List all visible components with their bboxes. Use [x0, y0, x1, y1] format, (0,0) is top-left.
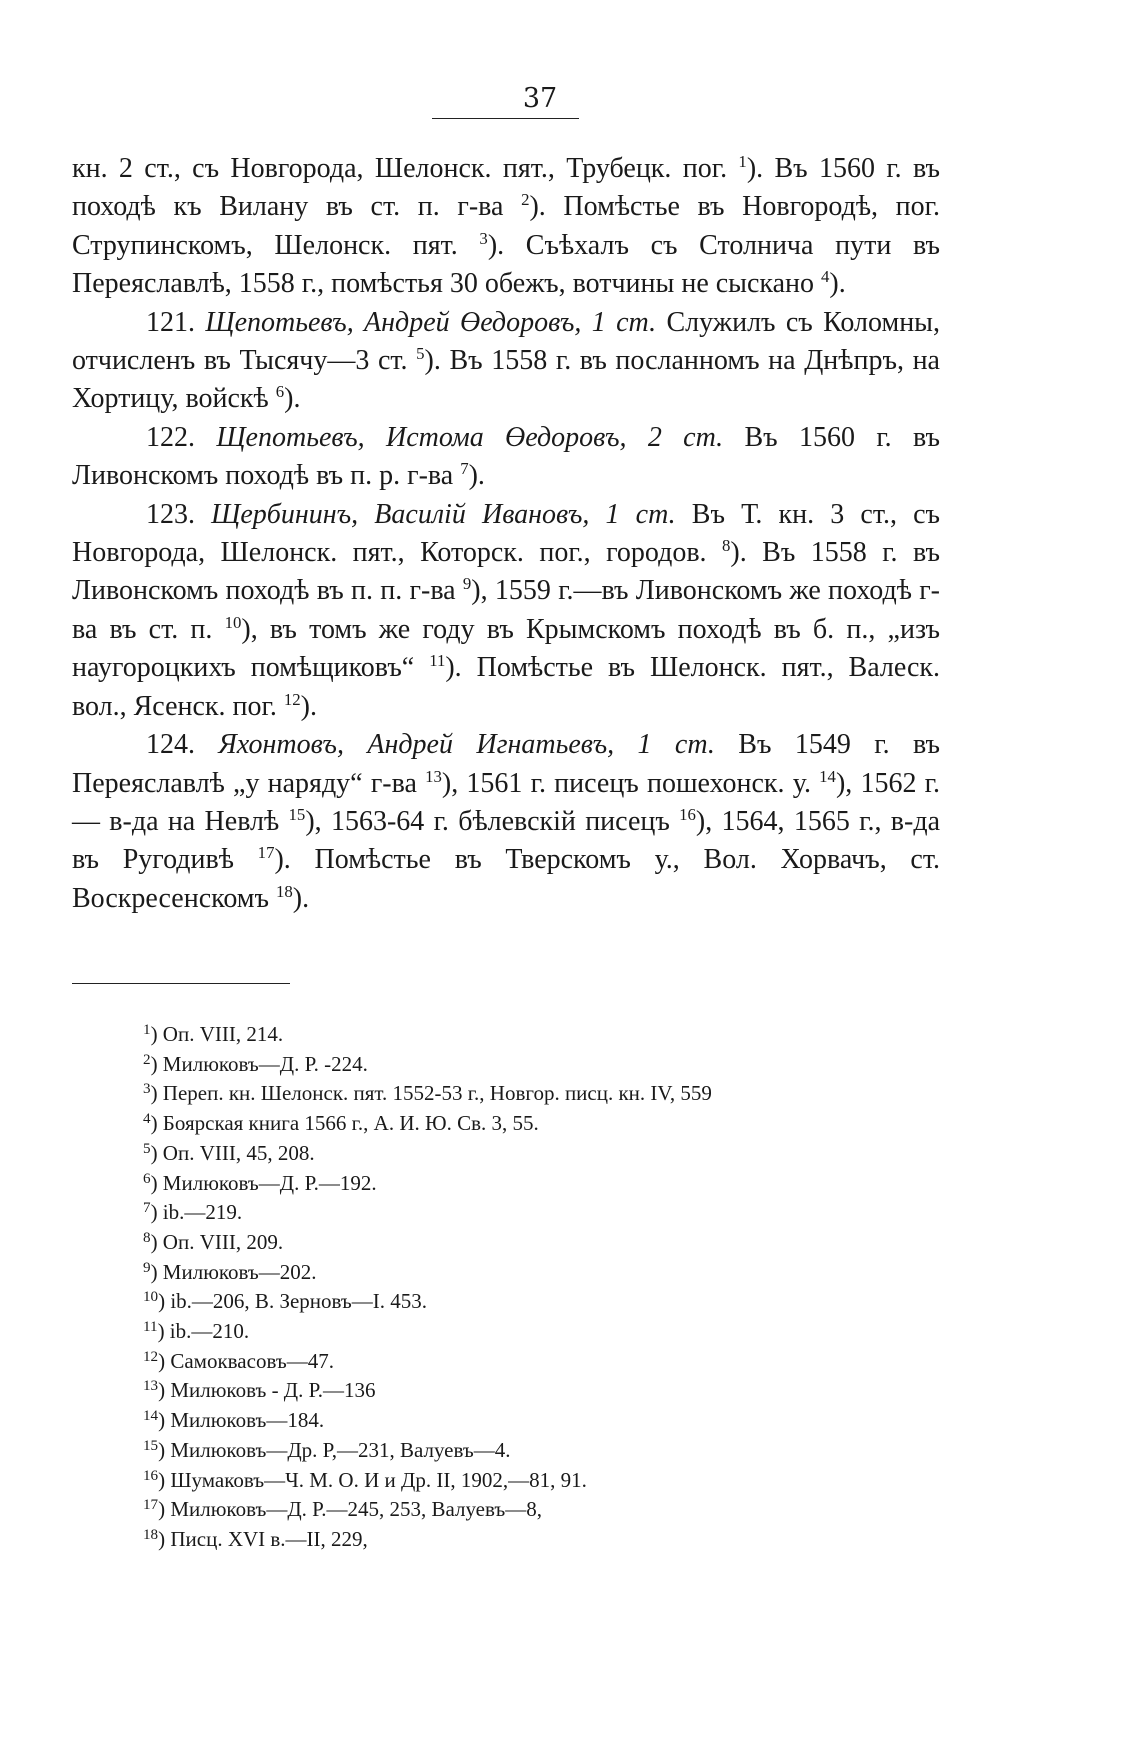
entry-number: 122. [146, 421, 217, 453]
footnote-ref: 6 [275, 382, 285, 402]
footnote-ref: 15 [288, 804, 306, 824]
footnote-ref: 7 [460, 459, 469, 479]
entry-number: 124. [146, 729, 219, 761]
footnote-item [143, 1020, 963, 1050]
footnote-item [143, 1376, 963, 1406]
footnote-item [143, 1347, 963, 1377]
entry-number: 123. [146, 498, 212, 530]
page-number-rule [432, 118, 579, 119]
footnote-number: 16 [143, 1467, 159, 1484]
footnote-text: ) Милюковъ—184. [158, 1408, 325, 1433]
entry-name: Щепотьевъ, Истома Өедоровъ, 2 ст. [216, 421, 724, 453]
footnote-ref: 9 [462, 574, 472, 594]
footnote-item [143, 1287, 963, 1317]
paragraph-entry-121: 121. Щепотьевъ, Андрей Өедоровъ, 1 ст. Служилъ съ Коломны, отчисленъ въ Тысячу—3 ст. $^5$). Въ 1558 г. въ посланномъ на Днѣпръ, на Хортицу, войскѣ $^6$). [72, 306, 940, 415]
paragraph-entry-122: 122. Щепотьевъ, Истома Өедоровъ, 2 ст. Въ 1560 г. въ Ливонскомъ походѣ въ п. р. г-ва $^7$). [72, 421, 941, 492]
footnote-ref: 4 [821, 267, 830, 287]
footnote-number: 12 [143, 1348, 159, 1365]
footnote-ref: 10 [224, 612, 242, 632]
footnote-text: ) Милюковъ—Д. Р.—192. [150, 1170, 377, 1195]
footnote-item [143, 1198, 963, 1228]
footnote-item [143, 1317, 963, 1347]
footnote-ref: 2 [521, 190, 530, 210]
footnote-item [143, 1169, 963, 1199]
footnote-item [143, 1495, 963, 1525]
footnote-item [143, 1228, 963, 1258]
footnote-ref: 1 [738, 151, 747, 171]
entry-number: 121. [146, 306, 206, 338]
footnote-ref: 18 [275, 881, 293, 901]
footnote-number: 3 [143, 1081, 151, 1098]
footnote-number: 10 [143, 1289, 159, 1306]
footnote-text: ) ib.—210. [157, 1319, 250, 1344]
footnote-number: 2 [143, 1051, 151, 1068]
footnote-list [143, 1020, 963, 1555]
footnote-item [143, 1466, 963, 1496]
footnote-ref: 11 [429, 651, 446, 671]
footnote-number: 13 [143, 1378, 159, 1395]
footnote-number: 17 [143, 1497, 159, 1514]
entry-name: Яхонтовъ, Андрей Игнатьевъ, 1 ст. [218, 729, 715, 761]
page-number: 37 [522, 83, 558, 114]
footnote-number: 8 [143, 1230, 151, 1247]
paragraph-entry-123: 123. Щербининъ, Василій Ивановъ, 1 ст. Въ Т. кн. 3 ст., съ Новгорода, Шелонск. пят., Которск. пог., городов. $^8$). Въ 1558 г. въ Ливонскомъ походѣ въ п. п. г-ва $^9$), 1559 г.—въ Ливонскомъ же походѣ г-ва въ ст. п. $^{10}$), въ томъ же году въ Крымскомъ походѣ въ б. п., „изъ наугороцкихъ помѣщиковъ“ $^{11}$). Помѣстье въ Шелонск. пят., Валеск. вол., Ясенск. пог. $^{12}$). [72, 498, 941, 722]
entry-name: Щербининъ, Василій Ивановъ, 1 ст. [211, 498, 676, 530]
footnote-text: ) Писц. XVI в.—II, 229, [158, 1526, 368, 1551]
footnote-item [143, 1406, 963, 1436]
footnote-item [143, 1436, 963, 1466]
footnote-text: ) Шумаковъ—Ч. М. О. И и Др. II, 1902,—81, 91. [158, 1467, 587, 1492]
footnote-number: 9 [143, 1259, 151, 1276]
footnote-ref: 12 [283, 689, 301, 709]
footnote-text: ) Милюковъ—Д. Р.—245, 253, Валуевъ—8, [158, 1497, 542, 1522]
footnote-number: 7 [143, 1200, 151, 1217]
paragraph-entry-120-continuation: кн. 2 ст., съ Новгорода, Шелонск. пят., Трубецк. пог. $^1$). Въ 1560 г. въ походѣ къ Вилану въ ст. п. г-ва $^2$). Помѣстье въ Новгородѣ, пог. Струпинскомъ, Шелонск. пят. $^3$). Съѣхалъ съ Столнича пути въ Переяславлѣ, 1558 г., помѣстья 30 обежъ, вотчины не сыскано $^4$). [72, 151, 940, 300]
footnote-number: 6 [143, 1170, 151, 1187]
footnote-text: ) Оп. VIII, 209. [150, 1229, 284, 1254]
footnote-text: ) ib.—219. [150, 1200, 243, 1225]
footnote-text: ) Самоквасовъ—47. [158, 1348, 334, 1373]
paragraph-entry-124: 124. Яхонтовъ, Андрей Игнатьевъ, 1 ст. Въ 1549 г. въ Переяславлѣ „у наряду“ г-ва $^{13}$), 1561 г. писецъ пошехонск. у. $^{14}$), 1562 г. — в-да на Невлѣ $^{15}$), 1563-64 г. бѣлевскій писецъ $^{16}$), 1564, 1565 г., в-да въ Ругодивѣ $^{17}$). Помѣстье въ Тверскомъ у., Вол. Хорвачъ, ст. Воскресенскомъ $^{18}$). [72, 729, 941, 914]
footnote-item [143, 1258, 963, 1288]
footnote-number: 4 [143, 1111, 151, 1128]
footnote-item [143, 1525, 963, 1555]
footnote-text: ) Милюковъ—Др. Р,—231, Валуевъ—4. [158, 1437, 511, 1462]
footnote-number: 15 [143, 1438, 159, 1455]
footnote-text: ) Милюковъ—Д. Р. -224. [150, 1051, 368, 1076]
footnote-ref: 3 [479, 228, 488, 248]
footnote-item [143, 1050, 963, 1080]
footnote-text: ) ib.—206, В. Зерновъ—I. 453. [158, 1289, 428, 1314]
footnote-ref: 17 [257, 843, 275, 863]
footnote-number: 5 [143, 1141, 151, 1158]
footnote-number: 1 [143, 1022, 151, 1039]
footnote-item [143, 1079, 963, 1109]
footnote-number: 11 [143, 1319, 158, 1336]
footnote-text: ) Оп. VIII, 45, 208. [150, 1140, 315, 1165]
footnote-rule [72, 983, 290, 984]
footnote-ref: 14 [819, 766, 836, 786]
footnote-text: ) Боярская книга 1566 г., А. И. Ю. Св. 3, 55. [150, 1111, 539, 1136]
entry-name: Щепотьевъ, Андрей Өедоровъ, 1 ст. [205, 306, 657, 338]
footnote-number: 18 [143, 1527, 159, 1544]
footnote-text: ) Оп. VIII, 214. [150, 1022, 284, 1046]
footnote-number: 14 [143, 1408, 159, 1425]
footnote-ref: 8 [722, 535, 731, 555]
footnote-item [143, 1109, 963, 1139]
footnote-ref: 16 [679, 804, 696, 824]
main-text [72, 150, 940, 918]
footnote-text: ) Переп. кн. Шелонск. пят. 1552-53 г., Новгор. писц. кн. IV, 559 [150, 1081, 712, 1106]
footnote-ref: 5 [416, 343, 425, 363]
footnote-ref: 13 [425, 766, 442, 786]
footnote-text: ) Милюковъ—202. [150, 1259, 317, 1284]
footnote-text: ) Милюковъ - Д. Р.—136 [158, 1378, 376, 1403]
footnote-item [143, 1139, 963, 1169]
